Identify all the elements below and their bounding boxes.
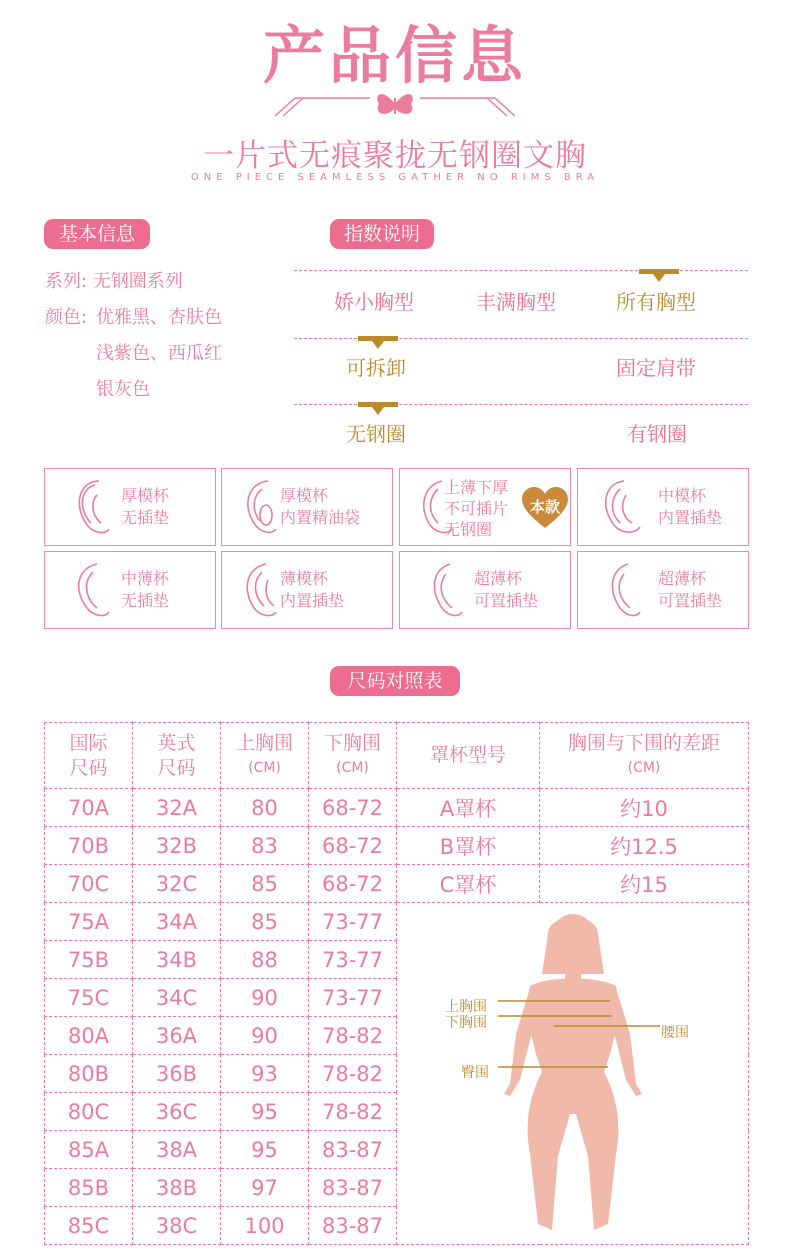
upper-bust-cell: 80 bbox=[221, 789, 309, 827]
thick-cup-icon bbox=[51, 475, 117, 541]
cup-label-line2: 无插垫 bbox=[121, 508, 170, 527]
size-chart-table bbox=[44, 722, 749, 1245]
intl-size-cell: 85A bbox=[45, 1131, 133, 1169]
cup-label-line2: 可置插垫 bbox=[658, 591, 723, 610]
hip-label: 臀围 bbox=[461, 1065, 489, 1081]
ultra-thin-cup-icon bbox=[584, 558, 650, 624]
index-all-bust: 所有胸型 bbox=[616, 290, 696, 314]
selected-marker-icon bbox=[358, 336, 398, 350]
uk-size-cell: 32C bbox=[133, 865, 221, 903]
cup-label-line2: 可置插垫 bbox=[474, 591, 539, 610]
series-row bbox=[45, 264, 183, 300]
cup-label-line1: 中模杯 bbox=[658, 486, 707, 505]
size-table-heading: 尺码对照表 bbox=[330, 666, 460, 696]
under-bust-cell: 83-87 bbox=[309, 1207, 397, 1245]
cup-label-line1: 厚模杯 bbox=[280, 486, 329, 505]
index-full-bust: 丰满胸型 bbox=[476, 290, 556, 314]
cup-label-line1: 超薄杯 bbox=[658, 569, 707, 588]
color-line-1: 优雅黑、杏肤色 bbox=[96, 307, 222, 328]
uk-size-cell: 38A bbox=[133, 1131, 221, 1169]
cup-label-line1: 厚模杯 bbox=[121, 486, 170, 505]
cup-type-card bbox=[577, 551, 749, 629]
under-bust-cell: 78-82 bbox=[309, 1017, 397, 1055]
header-upper-bust: 上胸围 (CM) bbox=[221, 723, 309, 789]
cup-label-line1: 超薄杯 bbox=[474, 569, 523, 588]
under-bust-label: 下胸围 bbox=[445, 1015, 487, 1031]
uk-size-cell: 34C bbox=[133, 979, 221, 1017]
cup-label-line2: 内置插垫 bbox=[658, 508, 723, 527]
table-row bbox=[45, 827, 749, 865]
cup-label-line1: 上薄下厚 bbox=[444, 478, 509, 497]
under-bust-cell: 73-77 bbox=[309, 903, 397, 941]
page-title: 产品信息 bbox=[262, 19, 527, 92]
intl-size-cell: 75C bbox=[45, 979, 133, 1017]
body-silhouette-icon bbox=[398, 904, 748, 1244]
upper-bust-cell: 100 bbox=[221, 1207, 309, 1245]
under-bust-cell: 68-72 bbox=[309, 789, 397, 827]
index-with-wire: 有钢圈 bbox=[627, 422, 687, 446]
intl-size-cell: 70B bbox=[45, 827, 133, 865]
cup-label-line2: 无插垫 bbox=[121, 591, 170, 610]
page-subtitle: 一片式无痕聚拢无钢圈文胸 bbox=[203, 138, 587, 174]
body-measurement-figure bbox=[397, 903, 749, 1245]
cup-type-card bbox=[221, 468, 393, 546]
header-under-bust: 下胸围 (CM) bbox=[309, 723, 397, 789]
uk-size-cell: 36A bbox=[133, 1017, 221, 1055]
upper-bust-label: 上胸围 bbox=[445, 999, 487, 1015]
selected-marker-icon bbox=[639, 269, 679, 283]
cup-type-card bbox=[44, 551, 216, 629]
index-fixed-strap: 固定肩带 bbox=[616, 356, 696, 380]
intl-size-cell: 70A bbox=[45, 789, 133, 827]
cup-type-cell: B罩杯 bbox=[397, 827, 540, 865]
under-bust-cell: 68-72 bbox=[309, 865, 397, 903]
basic-info-heading: 基本信息 bbox=[44, 219, 150, 249]
cup-label-line2: 内置插垫 bbox=[280, 591, 345, 610]
under-bust-cell: 68-72 bbox=[309, 827, 397, 865]
upper-bust-cell: 95 bbox=[221, 1131, 309, 1169]
cup-label-line1: 中薄杯 bbox=[121, 569, 170, 588]
medium-cup-pad-icon bbox=[584, 475, 650, 541]
upper-bust-cell: 85 bbox=[221, 903, 309, 941]
butterfly-ornament-icon bbox=[255, 86, 535, 122]
intl-size-cell: 85C bbox=[45, 1207, 133, 1245]
cup-label-line2: 内置精油袋 bbox=[280, 508, 361, 527]
page-subtitle-english: ONE PIECE SEAMLESS GATHER NO RIMS BRA bbox=[190, 172, 600, 183]
intl-size-cell: 70C bbox=[45, 865, 133, 903]
header-bust-difference: 胸围与下围的差距 (CM) bbox=[540, 723, 749, 789]
under-bust-cell: 83-87 bbox=[309, 1169, 397, 1207]
intl-size-cell: 80C bbox=[45, 1093, 133, 1131]
uk-size-cell: 36C bbox=[133, 1093, 221, 1131]
color-line-3: 银灰色 bbox=[96, 379, 150, 400]
featured-badge-label: 本款 bbox=[529, 498, 560, 516]
header-intl-size: 国际 尺码 bbox=[45, 723, 133, 789]
cup-label-line2: 不可插片 bbox=[444, 499, 509, 518]
index-detachable: 可拆卸 bbox=[346, 356, 406, 380]
divider bbox=[294, 270, 748, 271]
upper-bust-cell: 83 bbox=[221, 827, 309, 865]
upper-bust-cell: 95 bbox=[221, 1093, 309, 1131]
upper-bust-cell: 90 bbox=[221, 1017, 309, 1055]
table-row bbox=[45, 789, 749, 827]
ultra-thin-cup-icon bbox=[406, 558, 472, 624]
table-row bbox=[45, 865, 749, 903]
under-bust-cell: 73-77 bbox=[309, 979, 397, 1017]
series-value: 无钢圈系列 bbox=[92, 271, 183, 292]
cup-type-cell: C罩杯 bbox=[397, 865, 540, 903]
under-bust-cell: 73-77 bbox=[309, 941, 397, 979]
index-no-wire: 无钢圈 bbox=[346, 422, 406, 446]
table-row bbox=[45, 903, 749, 941]
bust-difference-cell: 约12.5 bbox=[540, 827, 749, 865]
header-cup-size: 罩杯型号 bbox=[397, 723, 540, 789]
cup-type-card bbox=[399, 551, 571, 629]
uk-size-cell: 34A bbox=[133, 903, 221, 941]
upper-bust-cell: 88 bbox=[221, 941, 309, 979]
series-label: 系列: bbox=[45, 271, 88, 292]
cup-type-cell: A罩杯 bbox=[397, 789, 540, 827]
bust-difference-cell: 约10 bbox=[540, 789, 749, 827]
intl-size-cell: 75A bbox=[45, 903, 133, 941]
uk-size-cell: 36B bbox=[133, 1055, 221, 1093]
uk-size-cell: 38B bbox=[133, 1169, 221, 1207]
under-bust-cell: 83-87 bbox=[309, 1131, 397, 1169]
medium-thin-cup-icon bbox=[51, 558, 117, 624]
color-label: 颜色: bbox=[45, 307, 88, 328]
intl-size-cell: 85B bbox=[45, 1169, 133, 1207]
cup-label-line1: 薄模杯 bbox=[280, 569, 329, 588]
header-uk-size: 英式 尺码 bbox=[133, 723, 221, 789]
cup-type-card bbox=[577, 468, 749, 546]
upper-bust-cell: 93 bbox=[221, 1055, 309, 1093]
index-heading: 指数说明 bbox=[330, 219, 434, 249]
under-bust-cell: 78-82 bbox=[309, 1055, 397, 1093]
uk-size-cell: 32A bbox=[133, 789, 221, 827]
table-header-row bbox=[45, 723, 749, 789]
upper-bust-cell: 90 bbox=[221, 979, 309, 1017]
cup-label-line3: 无钢圈 bbox=[444, 520, 493, 539]
under-bust-cell: 78-82 bbox=[309, 1093, 397, 1131]
cup-type-card bbox=[221, 551, 393, 629]
color-line-2: 浅紫色、西瓜红 bbox=[96, 343, 222, 364]
upper-bust-cell: 97 bbox=[221, 1169, 309, 1207]
thin-cup-pad-icon bbox=[228, 558, 284, 624]
intl-size-cell: 80B bbox=[45, 1055, 133, 1093]
uk-size-cell: 32B bbox=[133, 827, 221, 865]
intl-size-cell: 75B bbox=[45, 941, 133, 979]
waist-label: 腰围 bbox=[661, 1025, 689, 1041]
uk-size-cell: 38C bbox=[133, 1207, 221, 1245]
thick-cup-oil-icon bbox=[228, 475, 284, 541]
upper-bust-cell: 85 bbox=[221, 865, 309, 903]
bust-difference-cell: 约15 bbox=[540, 865, 749, 903]
index-small-bust: 娇小胸型 bbox=[334, 290, 414, 314]
intl-size-cell: 80A bbox=[45, 1017, 133, 1055]
selected-marker-icon bbox=[358, 402, 398, 416]
uk-size-cell: 34B bbox=[133, 941, 221, 979]
cup-type-card bbox=[44, 468, 216, 546]
